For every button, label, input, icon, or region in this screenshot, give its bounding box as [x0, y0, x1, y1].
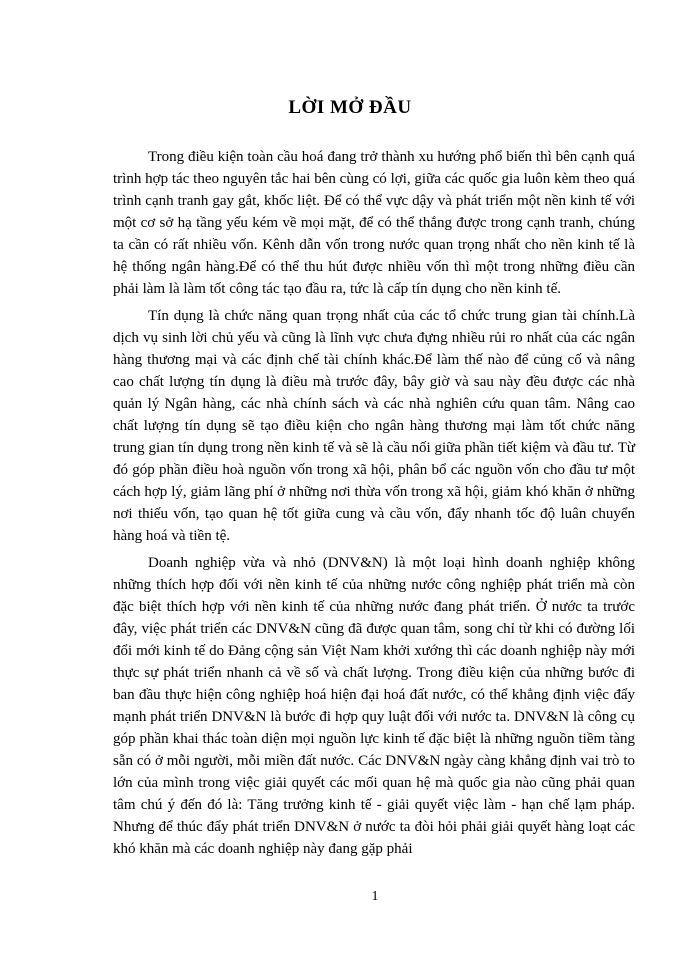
body-text: [113, 146, 635, 865]
page-number: 1: [371, 889, 379, 904]
paragraph-3: Doanh nghiệp vừa và nhỏ (DNV&N) là một loại hình doanh nghiệp không những thích hợp đối với nền kinh tế của những nước công nghiệp phát triển mà còn đặc biệt thích hợp với nền kinh tế của những nước đang phát triển. Ở nước ta trước đây, việc phát triển các DNV&N cũng đã được quan tâm, song chỉ từ khi có đường lối đổi mới kinh tế do Đảng cộng sản Việt Nam khởi xướng thì các doanh nghiệp này mới thực sự phát triển nhanh cả về số và chất lượng. Trong điều kiện của những bước đi ban đầu thực hiện công nghiệp hoá hiện đại hoá đất nước, có thể khẳng định việc đẩy mạnh phát triển DNV&N là bước đi hợp quy luật đối với nước ta. DNV&N là công cụ góp phần khai thác toàn diện mọi nguồn lực kinh tế đặc biệt là những nguồn tiềm tàng sẵn có ở mỗi người, mỗi miền đất nước. Các DNV&N ngày càng khẳng định vai trò to lớn của mình trong việc giải quyết các mối quan hệ mà quốc gia nào cũng phải quan tâm chú ý đến đó là: Tăng trưởng kinh tế - giải quyết việc làm - hạn chế lạm pháp. Nhưng để thúc đẩy phát triển DNV&N ở nước ta đòi hỏi phải giải quyết hàng loạt các khó khăn mà các doanh nghiệp này đang gặp phải: [113, 555, 635, 857]
page-title: LỜI MỞ ĐẦU: [288, 97, 412, 118]
paragraph-2: Tín dụng là chức năng quan trọng nhất của các tổ chức trung gian tài chính.Là dịch vụ sinh lời chủ yếu và cũng là lĩnh vực chưa đựng nhiều rủi ro nhất của các ngân hàng thương mại và các định chế tài chính khác.Để làm thế nào để củng cố và nâng cao chất lượng tín dụng là điều mà trước đây, bây giờ và sau này đều được các nhà quản lý Ngân hàng, các nhà chính sách và các nhà nghiên cứu quan tâm. Nâng cao chất lượng tín dụng sẽ tạo điều kiện cho ngân hàng thương mại làm tốt chức năng trung gian tín dụng trong nền kinh tế và sẽ là cầu nối giữa phần tiết kiệm và đầu tư. Từ đó góp phần điều hoà nguồn vốn trong xã hội, phân bổ các nguồn vốn cho đầu tư một cách hợp lý, giảm lãng phí ở những nơi thừa vốn trong xã hội, giảm khó khăn ở những nơi thiếu vốn, tạo quan hệ tốt giữa cung và cầu vốn, đẩy nhanh tốc độ luân chuyển hàng hoá và tiền tệ.: [113, 308, 635, 544]
paragraph-1: Trong điều kiện toàn cầu hoá đang trở thành xu hướng phổ biến thì bên cạnh quá trình hợp tác theo nguyên tắc hai bên cùng có lợi, giữa các quốc gia luôn kèm theo quá trình cạnh tranh gay gắt, khốc liệt. Để có thể vực dậy và phát triển một nền kinh tế với một cơ sở hạ tầng yếu kém về mọi mặt, để có thể thắng được trong cạnh tranh, chúng ta cần có rất nhiều vốn. Kênh dẫn vốn trong nước quan trọng nhất cho nền kinh tế là hệ thống ngân hàng.Để có thể thu hút được nhiều vốn thì một trong những điều cần phải làm là làm tốt công tác tạo đầu ra, tức là cấp tín dụng cho nền kinh tế.: [113, 149, 635, 297]
